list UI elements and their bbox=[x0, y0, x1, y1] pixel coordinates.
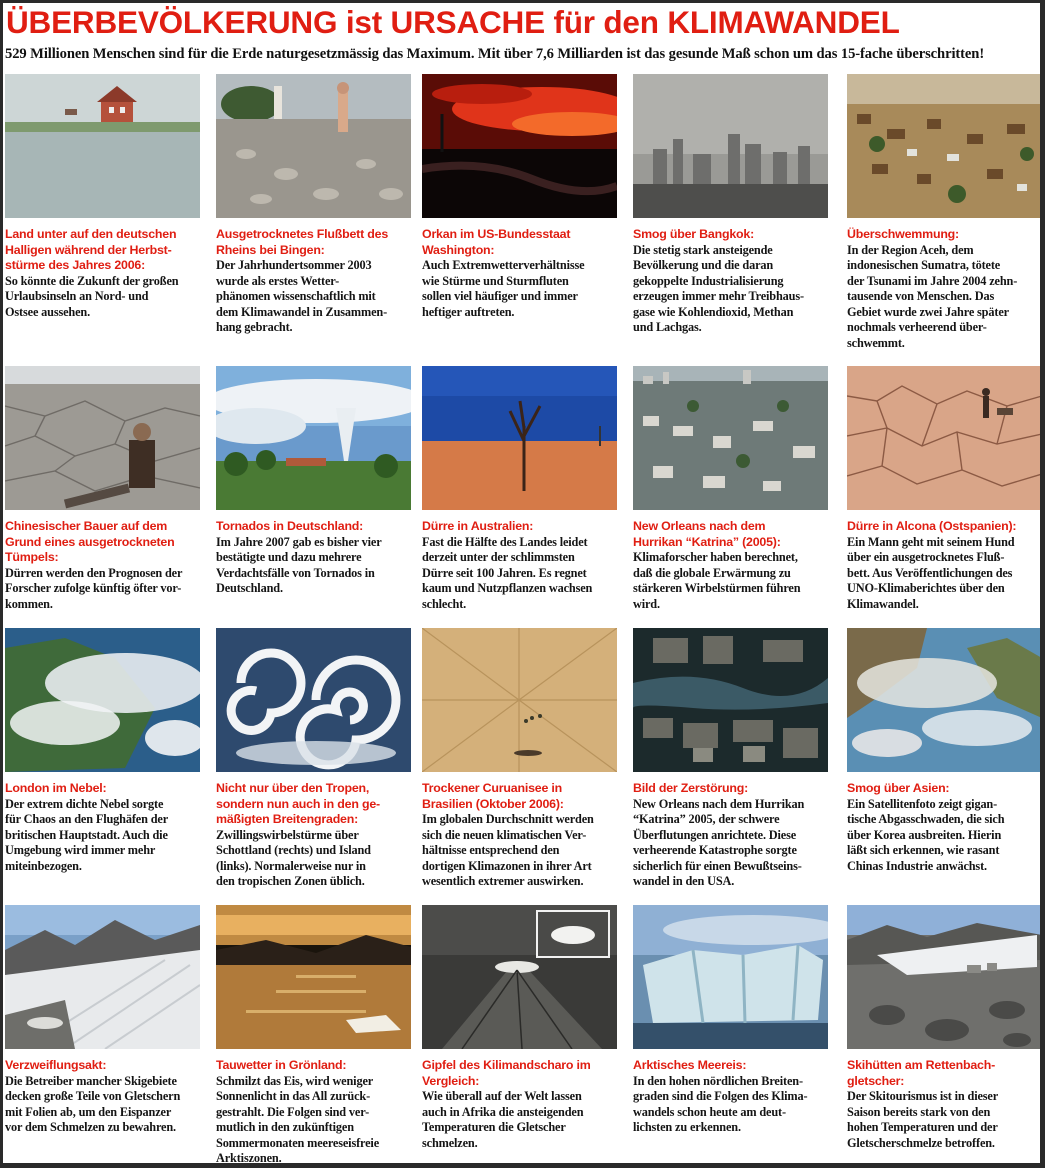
cracked-riverbed-alcona-photo bbox=[847, 366, 1042, 510]
body-line: schwemmt. bbox=[847, 335, 905, 350]
card-body-text bbox=[422, 535, 627, 613]
greenland-thaw-sunset-photo bbox=[216, 905, 411, 1049]
caption-line: Nicht nur über den Tropen, bbox=[216, 781, 370, 795]
body-line: den tropischen Zonen üblich. bbox=[216, 874, 365, 888]
caption-line: Tümpels: bbox=[5, 550, 59, 564]
card-caption bbox=[216, 227, 421, 336]
body-line: Chinas Industrie anwächst. bbox=[847, 858, 987, 873]
caption-line: Brasilien (Oktober 2006): bbox=[422, 796, 564, 811]
body-line: Fast die Hälfte des Landes leidet bbox=[422, 534, 588, 549]
body-line: sollen viel häufiger und immer bbox=[422, 289, 578, 303]
body-line: heftiger auftreten. bbox=[422, 304, 515, 319]
body-line: Gletscherschmelze betroffen. bbox=[847, 1135, 995, 1150]
body-line: In der Region Aceh, dem bbox=[847, 242, 974, 257]
body-line: erzeugen immer mehr Treibhaus- bbox=[633, 289, 804, 303]
caption-line: Dürre in Australien: bbox=[422, 519, 534, 533]
card-body-text bbox=[216, 828, 421, 890]
body-line: bestätigte und dazu mehrere bbox=[216, 550, 362, 564]
caption-line: New Orleans nach dem bbox=[633, 519, 766, 533]
body-line: hang gebracht. bbox=[216, 320, 293, 334]
card-body-text bbox=[847, 243, 1045, 352]
caption-line: Smog über Bangkok: bbox=[633, 227, 755, 241]
body-line: wesentlich extremer auswirken. bbox=[422, 874, 584, 888]
body-line: für Chaos an den Flughäfen der bbox=[5, 812, 169, 826]
asia-smog-satellite-photo bbox=[847, 628, 1042, 772]
chinese-farmer-dry-pond-photo bbox=[5, 366, 200, 510]
body-line: auch in Afrika die ansteigenden bbox=[422, 1104, 584, 1119]
body-line: Der Jahrhundertsommer 2003 bbox=[216, 258, 372, 272]
caption-line: Überschwemmung: bbox=[847, 227, 959, 241]
caption-line: Tauwetter in Grönland: bbox=[216, 1058, 347, 1072]
body-line: schlecht. bbox=[422, 596, 467, 611]
kilimanjaro-peak-photo bbox=[422, 905, 617, 1049]
caption-line: London im Nebel: bbox=[5, 781, 107, 795]
card-body-text bbox=[216, 535, 421, 597]
body-line: UNO-Klimaberichtes über den bbox=[847, 581, 1005, 595]
body-line: Im globalen Durchschnitt werden bbox=[422, 812, 594, 826]
destroyed-new-orleans-satellite-photo bbox=[633, 628, 828, 772]
london-fog-satellite-photo bbox=[5, 628, 200, 772]
caption-line: Land unter auf den deutschen bbox=[5, 227, 177, 241]
card-body-text bbox=[633, 550, 838, 612]
body-line: Klimawandel. bbox=[847, 596, 919, 611]
card-caption bbox=[847, 1058, 1045, 1151]
body-line: Sommermonaten meereseisfreie bbox=[216, 1135, 379, 1150]
body-line: Temperaturen die Gletscher bbox=[422, 1120, 566, 1134]
body-line: wurde als erstes Wetter- bbox=[216, 273, 340, 288]
caption-line: stürme des Jahres 2006: bbox=[5, 258, 146, 272]
body-line: über ein ausgetrocknetes Fluß- bbox=[847, 550, 1005, 564]
body-line: decken große Teile von Gletschern bbox=[5, 1089, 181, 1103]
card-body-text bbox=[422, 812, 627, 890]
caption-line: Halligen während der Herbst- bbox=[5, 242, 172, 257]
caption-line: mäßigten Breitengraden: bbox=[216, 812, 359, 826]
body-line: Saison bereits stark von den bbox=[847, 1104, 991, 1119]
body-line: Dürre seit 100 Jahren. Es regnet bbox=[422, 565, 587, 580]
rettenbach-glacier-huts-photo bbox=[847, 905, 1042, 1049]
card-caption bbox=[422, 519, 627, 612]
body-line: wandel in den USA. bbox=[633, 874, 735, 888]
card-body-text bbox=[5, 797, 210, 875]
body-line: graden sind die Folgen des Klima- bbox=[633, 1089, 808, 1103]
body-line: So könnte die Zukunft der großen bbox=[5, 273, 179, 288]
caption-line: Orkan im US-Bundesstaat bbox=[422, 227, 571, 241]
body-line: Ein Satellitenfoto zeigt gigan- bbox=[847, 796, 998, 811]
card-body-text bbox=[633, 243, 838, 336]
arctic-sea-ice-photo bbox=[633, 905, 828, 1049]
body-line: tausende von Menschen. Das bbox=[847, 289, 995, 303]
card-body-text bbox=[847, 1089, 1045, 1151]
card-caption bbox=[422, 781, 627, 890]
caption-line: Skihütten am Rettenbach- bbox=[847, 1058, 996, 1072]
body-line: schmelzen. bbox=[422, 1135, 478, 1150]
caption-line: gletscher: bbox=[847, 1073, 905, 1088]
body-line: In den hohen nördlichen Breiten- bbox=[633, 1073, 803, 1088]
caption-line: Smog über Asien: bbox=[847, 781, 950, 795]
body-line: mutlich in den zukünftigen bbox=[216, 1120, 354, 1134]
card-caption bbox=[5, 519, 210, 612]
card-caption bbox=[633, 519, 838, 612]
card-body-text bbox=[216, 1074, 421, 1167]
body-line: verheerende Katastrophe sorgte bbox=[633, 843, 797, 857]
dead-tree-australia-photo bbox=[422, 366, 617, 510]
body-line: und Lachgas. bbox=[633, 320, 702, 334]
body-line: wandels schon heute am deut- bbox=[633, 1104, 786, 1119]
body-line: hohen Temperaturen und der bbox=[847, 1120, 998, 1134]
card-caption bbox=[847, 519, 1045, 612]
body-line: “Katrina” 2005, der schwere bbox=[633, 812, 780, 826]
body-line: Urlaubsinseln an Nord- und bbox=[5, 289, 149, 303]
caption-line: Tornados in Deutschland: bbox=[216, 519, 364, 533]
caption-line: Gipfel des Kilimandscharo im bbox=[422, 1058, 591, 1072]
body-line: indonesischen Sumatra, tötete bbox=[847, 258, 1001, 272]
body-line: miteinbezogen. bbox=[5, 858, 82, 873]
caption-line: Bild der Zerstörung: bbox=[633, 781, 749, 795]
body-line: Dürren werden den Prognosen der bbox=[5, 565, 183, 580]
card-caption bbox=[422, 1058, 627, 1151]
caption-line: Vergleich: bbox=[422, 1073, 480, 1088]
caption-line: Washington: bbox=[422, 242, 495, 257]
card-caption bbox=[216, 519, 421, 597]
card-caption bbox=[5, 781, 210, 874]
card-body-text bbox=[5, 1074, 210, 1136]
card-caption bbox=[422, 227, 627, 320]
body-line: Der extrem dichte Nebel sorgte bbox=[5, 796, 164, 811]
body-line: Deutschland. bbox=[216, 581, 283, 595]
caption-line: Grund eines ausgetrockneten bbox=[5, 534, 175, 549]
body-line: hältnisse entsprechend den bbox=[422, 843, 560, 857]
card-body-text bbox=[633, 1074, 838, 1136]
dry-brazil-aerial-photo bbox=[422, 628, 617, 772]
body-line: über Korea ausbreiten. Hierin bbox=[847, 827, 1002, 842]
card-caption bbox=[5, 227, 210, 320]
card-body-text bbox=[633, 797, 838, 890]
body-line: gase wie Kohlendioxid, Methan bbox=[633, 304, 794, 319]
body-line: tische Abgasschwaden, die sich bbox=[847, 812, 1005, 826]
flooded-hallig-house-photo bbox=[5, 74, 200, 218]
poster-subtitle: 529 Millionen Menschen sind für die Erde naturgesetzmässig das Maximum. Mit über 7,6 Milliarden ist das gesunde Maß schon um das 15-fache überschritten! bbox=[5, 46, 985, 62]
bangkok-smog-skyline-photo bbox=[633, 74, 828, 218]
body-line: Auch Extremwetterverhältnisse bbox=[422, 258, 585, 272]
card-body-text bbox=[5, 274, 210, 321]
body-line: gekoppelte Industrialisierung bbox=[633, 273, 784, 288]
card-body-text bbox=[847, 797, 1045, 875]
body-line: Die Betreiber mancher Skigebiete bbox=[5, 1073, 177, 1088]
card-caption bbox=[847, 781, 1045, 874]
body-line: Im Jahre 2007 gab es bisher vier bbox=[216, 534, 382, 549]
caption-line: Chinesischer Bauer auf dem bbox=[5, 519, 168, 533]
card-caption bbox=[633, 781, 838, 890]
card-body-text bbox=[5, 566, 210, 613]
body-line: sich die neuen klimatischen Ver- bbox=[422, 827, 587, 842]
body-line: nochmals verheerend über- bbox=[847, 320, 987, 334]
glacier-covered-foil-photo bbox=[5, 905, 200, 1049]
caption-line: sondern nun auch in den ge- bbox=[216, 796, 380, 811]
caption-line: Trockener Curuanisee in bbox=[422, 781, 563, 795]
flooded-new-orleans-aerial-photo bbox=[633, 366, 828, 510]
body-line: Zwillingswirbelstürme über bbox=[216, 827, 359, 842]
body-line: Bevölkerung und die daran bbox=[633, 258, 774, 272]
body-line: wie Stürme und Sturmfluten bbox=[422, 273, 569, 288]
flooded-town-aerial-photo bbox=[847, 74, 1042, 218]
card-caption bbox=[5, 1058, 210, 1136]
body-line: dortigen Klimazonen in ihrer Art bbox=[422, 858, 592, 873]
body-line: Klimaforscher haben berechnet, bbox=[633, 550, 798, 564]
body-line: Wie überall auf der Welt lassen bbox=[422, 1089, 582, 1103]
body-line: (links). Normalerweise nur in bbox=[216, 858, 366, 873]
body-line: daß die globale Erwärmung zu bbox=[633, 565, 791, 580]
storm-sunset-washington-photo bbox=[422, 74, 617, 218]
body-line: Gebiet wurde zwei Jahre später bbox=[847, 304, 1009, 319]
dry-rhine-riverbed-photo bbox=[216, 74, 411, 218]
card-body-text bbox=[847, 535, 1045, 613]
body-line: Der Skitourismus ist in dieser bbox=[847, 1089, 999, 1103]
body-line: kaum und Nutzpflanzen wachsen bbox=[422, 581, 593, 595]
body-line: sicherlich für einen Bewußtseins- bbox=[633, 858, 802, 873]
tornado-germany-photo bbox=[216, 366, 411, 510]
body-line: Ostsee aussehen. bbox=[5, 304, 91, 319]
body-line: Die stetig stark ansteigende bbox=[633, 242, 773, 257]
card-body-text bbox=[422, 1089, 627, 1151]
caption-line: Hurrikan “Katrina” (2005): bbox=[633, 534, 781, 549]
body-line: dem Klimawandel in Zusammen- bbox=[216, 304, 388, 319]
caption-line: Rheins bei Bingen: bbox=[216, 242, 325, 257]
body-line: Umgebung wird immer mehr bbox=[5, 843, 156, 857]
body-line: phänomen wissenschaftlich mit bbox=[216, 289, 376, 303]
body-line: lichsten zu erkennen. bbox=[633, 1120, 741, 1134]
body-line: gestrahlt. Die Folgen sind ver- bbox=[216, 1104, 370, 1119]
card-body-text bbox=[216, 258, 421, 336]
card-caption bbox=[633, 227, 838, 336]
body-line: mit Folien ab, um den Eispanzer bbox=[5, 1104, 172, 1119]
body-line: New Orleans nach dem Hurrikan bbox=[633, 796, 805, 811]
caption-line: Ausgetrocknetes Flußbett des bbox=[216, 227, 389, 241]
body-line: Forscher zufolge künftig öfter vor- bbox=[5, 581, 182, 595]
caption-line: Dürre in Alcona (Ostspanien): bbox=[847, 519, 1017, 533]
body-line: britischen Hauptstadt. Auch die bbox=[5, 827, 168, 842]
card-body-text bbox=[422, 258, 627, 320]
body-line: Schmilzt das Eis, wird weniger bbox=[216, 1073, 374, 1088]
card-caption bbox=[847, 227, 1045, 351]
body-line: Arktiszonen. bbox=[216, 1151, 282, 1165]
poster-title: ÜBERBEVÖLKERUNG ist URSACHE für den KLIMAWANDEL bbox=[6, 4, 900, 40]
body-line: bett. Aus Veröffentlichungen des bbox=[847, 565, 1013, 580]
caption-line: Verzweiflungsakt: bbox=[5, 1058, 107, 1072]
body-line: der Tsunami im Jahre 2004 zehn- bbox=[847, 273, 1018, 288]
body-line: Verdachtsfälle von Tornados in bbox=[216, 565, 375, 580]
body-line: wird. bbox=[633, 596, 660, 611]
caption-line: Arktisches Meereis: bbox=[633, 1058, 747, 1072]
body-line: Ein Mann geht mit seinem Hund bbox=[847, 534, 1015, 549]
body-line: kommen. bbox=[5, 596, 53, 611]
body-line: läßt sich erkennen, wie rasant bbox=[847, 843, 1000, 857]
body-line: Sonnenlicht in das All zurück- bbox=[216, 1089, 371, 1103]
card-caption bbox=[216, 781, 421, 890]
twin-cyclones-satellite-photo bbox=[216, 628, 411, 772]
body-line: vor dem Schmelzen zu bewahren. bbox=[5, 1120, 176, 1134]
body-line: stärkeren Wirbelstürmen führen bbox=[633, 581, 801, 595]
body-line: derzeit unter der schlimmsten bbox=[422, 550, 575, 564]
body-line: Überflutungen anrichtete. Diese bbox=[633, 827, 797, 842]
card-caption bbox=[633, 1058, 838, 1136]
card-caption bbox=[216, 1058, 421, 1167]
body-line: Schottland (rechts) und Island bbox=[216, 843, 371, 857]
